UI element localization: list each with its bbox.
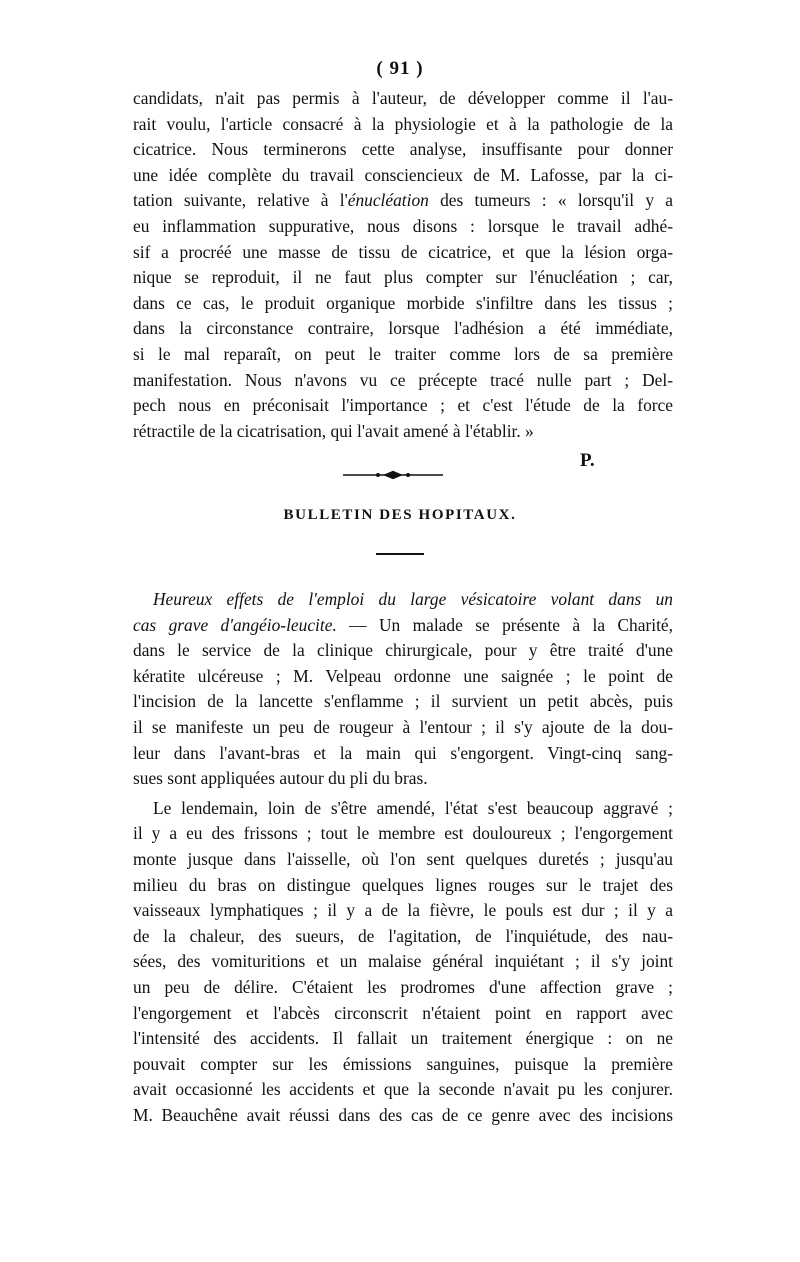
text-line: sées, des vomituritions et un malaise général inquiétant ; il s'y joint — [133, 951, 673, 972]
text-line: l'intensité des accidents. Il fallait un traitement énergique : on ne — [133, 1028, 673, 1049]
text-line: l'engorgement et l'abcès circonscrit n'étaient point en rapport avec — [133, 1002, 673, 1023]
text-line: leur dans l'avant-bras et la main qui s'engorgent. Vingt-cinq sang- — [133, 742, 673, 763]
page-number: ( 91 ) — [376, 58, 424, 79]
text-fragment: des tumeurs : « lorsqu'il y a — [428, 190, 674, 211]
article-body — [133, 587, 673, 1128]
text-line: nique se reproduit, il ne faut plus compter sur l'énucléation ; car, — [133, 267, 673, 288]
text-line: sues sont appliquées autour du pli du bras. — [133, 768, 428, 789]
text-line: dans le service de la clinique chirurgicale, pour y être traité d'une — [133, 640, 673, 661]
text-line: eu inflammation suppurative, nous disons : lorsque le travail adhé- — [133, 215, 673, 236]
signature-initial: P. — [580, 450, 595, 471]
italic-term: énucléation — [347, 190, 429, 211]
text-line: cicatrice. Nous terminerons cette analyse, insuffisante pour donner — [133, 139, 673, 160]
review-paragraph — [133, 86, 673, 444]
text-line: il y a eu des frissons ; tout le membre est douloureux ; l'engorgement — [133, 823, 673, 844]
text-line: dans ce cas, le produit organique morbide s'infiltre dans les tissus ; — [133, 292, 673, 313]
text-line: un peu de délire. C'étaient les prodromes d'une affection grave ; — [133, 976, 673, 997]
text-line: manifestation. Nous n'avons vu ce précepte tracé nulle part ; Del- — [133, 369, 673, 390]
section-heading: BULLETIN DES HOPITAUX. — [283, 507, 517, 523]
text-line: rait voulu, l'article consacré à la physiologie et à la pathologie de la — [133, 113, 673, 134]
text-line — [133, 188, 673, 214]
text-line: rétractile de la cicatrisation, qui l'avait amené à l'établir. » — [133, 420, 534, 441]
text-line: dans la circonstance contraire, lorsque l'adhésion a été immédiate, — [133, 318, 673, 339]
text-line: vaisseaux lymphatiques ; il y a de la fièvre, le pouls est dur ; il y a — [133, 900, 673, 921]
text-line: une idée complète du travail consciencieux de M. Lafosse, par la ci- — [133, 164, 673, 185]
text-line: avait occasionné les accidents et que la seconde n'avait pu les conjurer. — [133, 1079, 673, 1100]
text-line: de la chaleur, des sueurs, de l'agitation, de l'inquiétude, des nau- — [133, 925, 673, 946]
text-line: sif a procréé une masse de tissu de cicatrice, et que la lésion orga- — [133, 241, 673, 262]
text-line: l'incision de la lancette s'enflamme ; il survient un petit abcès, puis — [133, 691, 673, 712]
text-line: Le lendemain, loin de s'être amendé, l'état s'est beaucoup aggravé ; — [153, 797, 673, 818]
text-line: monte jusque dans l'aisselle, où l'on sent quelques duretés ; jusqu'au — [133, 848, 673, 869]
text-line: milieu du bras on distingue quelques lignes rouges sur le trajet des — [133, 874, 673, 895]
text-line: si le mal reparaît, on peut le traiter comme lors de sa première — [133, 343, 673, 364]
text-line: kératite ulcéreuse ; M. Velpeau ordonne une saignée ; le point de — [133, 665, 673, 686]
article-title: Heureux effets de l'emploi du large vésicatoire volant dans un — [153, 589, 673, 609]
text-line: candidats, n'ait pas permis à l'auteur, de développer comme il l'au- — [133, 88, 673, 108]
text-line: M. Beauchêne avait réussi dans des cas de ce genre avec des incisions — [133, 1104, 673, 1125]
text-fragment: — Un malade se présente à la Charité, — [336, 614, 673, 635]
text-line: pouvait compter sur les émissions sanguines, puisque la première — [133, 1053, 673, 1074]
article-title-end: cas grave d'angéio-leucite. — [133, 614, 337, 635]
heading-rule — [376, 553, 424, 555]
text-fragment: tation suivante, relative à l' — [133, 190, 348, 211]
text-line: il se manifeste un peu de rougeur à l'entour ; il s'y ajoute de la dou- — [133, 716, 673, 737]
text-line — [133, 613, 673, 639]
text-line: pech nous en préconisait l'importance ; et c'est l'étude de la force — [133, 395, 673, 416]
ornament-divider — [343, 470, 443, 480]
